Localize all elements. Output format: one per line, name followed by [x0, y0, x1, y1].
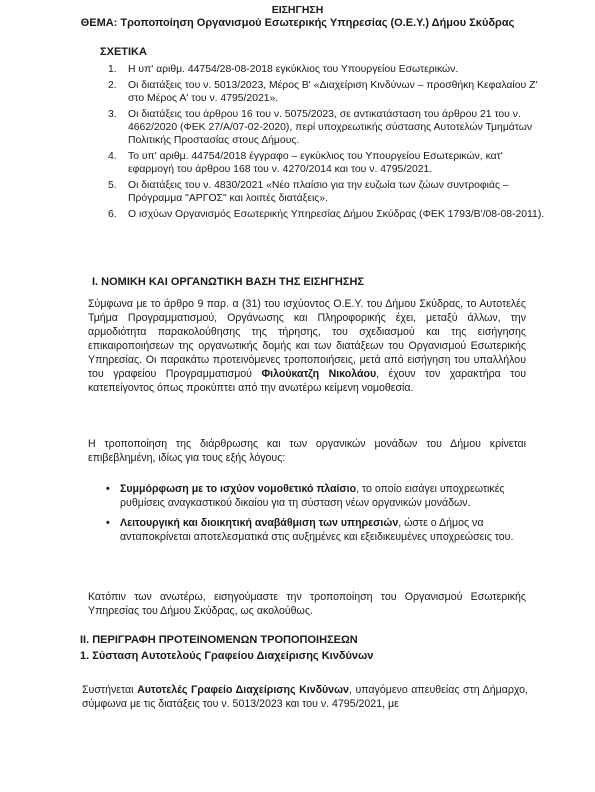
- reference-item: 4. Το υπ' αριθμ. 44754/2018 έγγραφο – εγκύκλιος του Υπουργείου Εσωτερικών, κατ' εφαρμογή του άρθρου 168 του ν. 4270/2014 και του ν. 4795/2021.: [108, 151, 503, 175]
- document-label: ΕΙΣΗΓΗΣΗ: [271, 4, 324, 16]
- bullet-icon: •: [106, 483, 110, 495]
- document-subject: ΘΕΜΑ: Τροποποίηση Οργανισμού Εσωτερικής Υπηρεσίας (Ο.Ε.Υ.) Δήμου Σκύδρας: [80, 17, 515, 29]
- section-1-title: Ι. ΝΟΜΙΚΗ ΚΑΙ ΟΡΓΑΝΩΤΙΚΗ ΒΑΣΗ ΤΗΣ ΕΙΣΗΓΗΣΗΣ: [92, 276, 365, 288]
- section-2-paragraph: Συστήνεται Αυτοτελές Γραφείο Διαχείρισης Κινδύνων, υπαγόμενο απευθείας στη Δήμαρχο, σύμφωνα με τις διατάξεις του ν. 5013/2023 και του ν. 4795/2021, με: [82, 684, 528, 710]
- employee-name: Φιλούκατζη Νικολάου: [261, 368, 377, 380]
- section-2-title: ΙΙ. ΠΕΡΙΓΡΑΦΗ ΠΡΟΤΕΙΝΟΜΕΝΩΝ ΤΡΟΠΟΠΟΙΗΣΕΩΝ: [80, 634, 358, 646]
- bullet-icon: •: [106, 517, 110, 529]
- reference-item: 3. Οι διατάξεις του άρθρου 16 του ν. 5075/2023, σε αντικατάσταση του άρθρου 21 του ν. 4662/2020 (ΦΕΚ 27/Α/07-02-2020), περί υποχρεωτικής σύστασης Αυτοτελών Τμημάτων Πολιτικής Προστασίας στους Δήμους.: [108, 109, 533, 146]
- reference-item: 6. Ο ισχύων Οργανισμός Εσωτερικής Υπηρεσίας Δήμου Σκύδρας (ΦΕΚ 1793/Β'/08-08-2011).: [108, 209, 545, 220]
- reasons-list: [106, 482, 526, 550]
- reference-item: 1. Η υπ' αριθμ. 44754/28-08-2018 εγκύκλιος του Υπουργείου Εσωτερικών.: [108, 64, 459, 75]
- section-1-paragraph-1: Σύμφωνα με το άρθρο 9 παρ. α (31) του ισχύοντος Ο.Ε.Υ. του Δήμου Σκύδρας, το Αυτοτελές Τμήμα Προγραμματισμού, Οργάνωσης και Πληροφορικής έχει, μεταξύ άλλων, την αρμοδιότητα παρακολούθησης της τήρησης, του σχεδιασμού και της εισήγησης επικαιροποιήσεων της οργανωτικής δομής και των διατάξεων του Οργανισμού Εσωτερικής Υπηρεσίας. Οι παρακάτω προτεινόμενες τροποποιήσεις, μετά από εισήγηση του υπαλλήλου του γραφείου Προγραμματισμού Φιλούκατζη Νικολάου, έχουν τον χαρακτήρα του κατεπείγοντος όπως προκύπτει από την ανωτέρω κείμενη νομοθεσία.: [88, 298, 527, 394]
- list-item: • Λειτουργική και διοικητική αναβάθμιση των υπηρεσιών, ώστε ο Δήμος να ανταποκρίνεται αποτελεσματικά στις αυξημένες και εξειδικευμένες υποχρεώσεις του.: [106, 517, 514, 543]
- section-1-paragraph-2: Η τροποποίηση της διάρθρωσης και των οργανικών μονάδων του Δήμου κρίνεται επιβεβλημένη, ιδίως για τους εξής λόγους:: [88, 438, 526, 464]
- reference-item: 2. Οι διατάξεις του ν. 5013/2023, Μέρος Β' «Διαχείριση Κινδύνων – προσθήκη Κεφαλαίου Ζ' στο Μέρος Α' του ν. 4795/2021».: [108, 80, 538, 104]
- reference-item: 5. Οι διατάξεις του ν. 4830/2021 «Νέο πλαίσιο για την ευζωία των ζώων συντροφιάς – Πρόγραμμα "ΑΡΓΟΣ" και λοιπές διατάξεις».: [108, 180, 509, 204]
- references-title: ΣΧΕΤΙΚΑ: [100, 46, 147, 58]
- references-list: [108, 63, 548, 224]
- list-item: • Συμμόρφωση με το ισχύον νομοθετικό πλαίσιο, το οποίο εισάγει υποχρεωτικές ρυθμίσεις αναγκαστικού δικαίου για τη σύσταση νέων οργανικών μονάδων.: [106, 483, 505, 509]
- section-1-paragraph-3: Κατόπιν των ανωτέρω, εισηγούμαστε την τροποποίηση του Οργανισμού Εσωτερικής Υπηρεσίας του Δήμου Σκύδρας, ως ακολούθως.: [88, 591, 526, 617]
- section-2-subtitle: 1. Σύσταση Αυτοτελούς Γραφείου Διαχείρισης Κινδύνων: [80, 650, 374, 662]
